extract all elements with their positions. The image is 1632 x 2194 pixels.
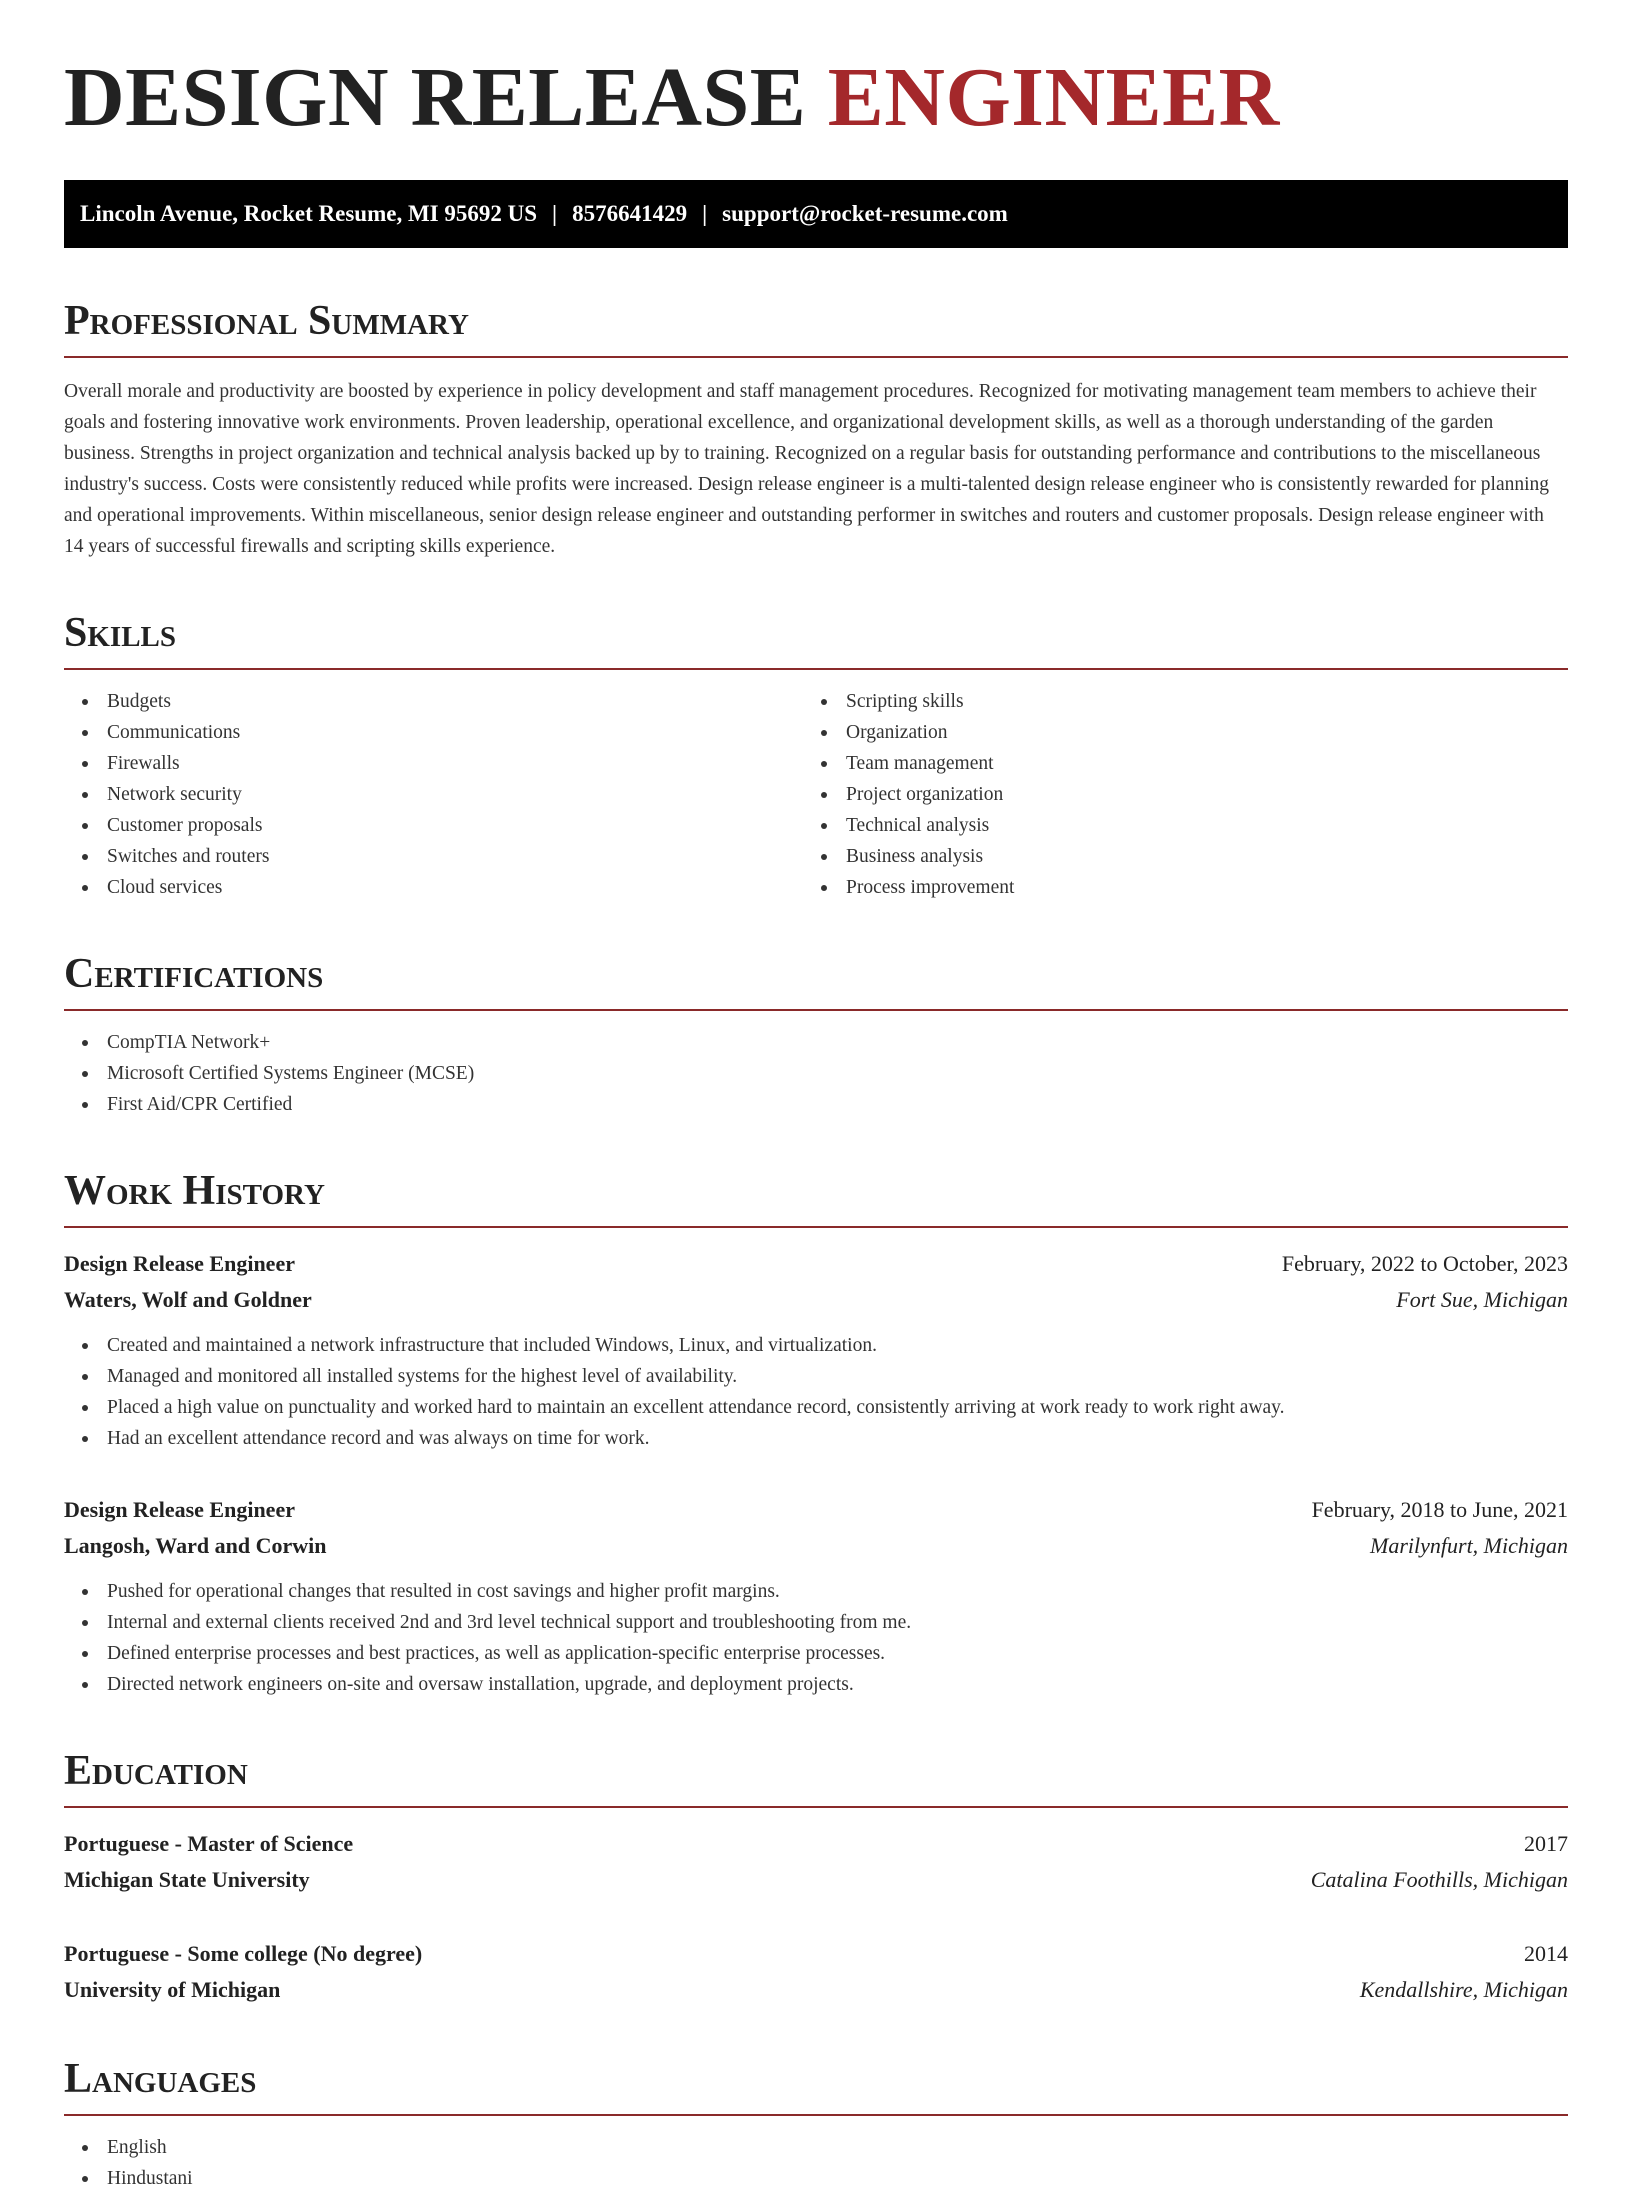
contact-phone: 8576641429 (572, 201, 688, 226)
skills-heading: Skills (64, 612, 1568, 670)
page-title (64, 51, 1568, 144)
job-entry (64, 1492, 1568, 1700)
job-dates: February, 2022 to October, 2023 (1281, 1251, 1568, 1276)
skill-item: Project organization (816, 779, 1568, 810)
education-school-row (64, 1972, 1568, 2008)
education-school: University of Michigan (64, 1977, 281, 2002)
education-degree: Portuguese - Some college (No degree) (64, 1941, 423, 1966)
job-company: Langosh, Ward and Corwin (64, 1533, 327, 1558)
skill-item: Cloud services (64, 872, 816, 903)
job-bullet: Internal and external clients received 2nd and 3rd level technical support and troubleshooting from me. (64, 1607, 1568, 1638)
language-item: English (64, 2132, 1568, 2163)
contact-email: support@rocket-resume.com (722, 201, 1008, 226)
education-school-row (64, 1862, 1568, 1898)
contact-separator: | (552, 201, 558, 226)
education-degree: Portuguese - Master of Science (64, 1831, 354, 1856)
contact-bar (64, 180, 1568, 248)
job-bullets (64, 1330, 1568, 1454)
certifications-list (64, 1027, 1568, 1120)
skills-list-right (816, 686, 1568, 903)
job-bullet: Defined enterprise processes and best practices, as well as application-specific enterprise processes. (64, 1638, 1568, 1669)
skills-column-right (816, 670, 1568, 903)
certification-item: First Aid/CPR Certified (64, 1089, 1568, 1120)
skills-grid (64, 670, 1568, 903)
job-bullet: Pushed for operational changes that resulted in cost savings and higher profit margins. (64, 1576, 1568, 1607)
job-title: Design Release Engineer (64, 1251, 295, 1276)
job-location: Fort Sue, Michigan (1396, 1287, 1568, 1312)
skill-item: Budgets (64, 686, 816, 717)
skills-list-left (64, 686, 816, 903)
job-title-row (64, 1492, 1568, 1528)
skill-item: Network security (64, 779, 816, 810)
certification-item: CompTIA Network+ (64, 1027, 1568, 1058)
education-entry (64, 1936, 1568, 2008)
education-year: 2014 (1524, 1941, 1568, 1966)
contact-separator: | (702, 201, 708, 226)
job-company-row (64, 1528, 1568, 1564)
languages-list (64, 2132, 1568, 2194)
job-location: Marilynfurt, Michigan (1370, 1533, 1568, 1558)
languages-heading: Languages (64, 2058, 1568, 2116)
job-title: Design Release Engineer (64, 1497, 295, 1522)
skill-item: Organization (816, 717, 1568, 748)
certifications-heading: Certifications (64, 953, 1568, 1011)
skill-item: Firewalls (64, 748, 816, 779)
job-company: Waters, Wolf and Goldner (64, 1287, 312, 1312)
summary-heading: Professional Summary (64, 300, 1568, 358)
education-degree-row (64, 1936, 1568, 1972)
job-company-row (64, 1282, 1568, 1318)
education-location: Kendallshire, Michigan (1359, 1977, 1568, 2002)
job-bullet: Had an excellent attendance record and was always on time for work. (64, 1423, 1568, 1454)
summary-text: Overall morale and productivity are boosted by experience in policy development and staff management procedures. Recognized for motivating management team members to achieve their goals and fostering innovative work environments. Proven leadership, operational excellence, and organizational development skills, as well as a thorough understanding of the garden business. Strengths in project organization and technical analysis backed up by to training. Recognized on a regular basis for outstanding performance and contributions to the miscellaneous industry's success. Costs were consistently reduced while profits were increased. Design release engineer is a multi-talented design release engineer who is consistently rewarded for planning and operational improvements. Within miscellaneous, senior design release engineer and outstanding performer in switches and routers and customer proposals. Design release engineer with 14 years of successful firewalls and scripting skills experience. (64, 381, 1550, 557)
contact-address: Lincoln Avenue, Rocket Resume, MI 95692 US (80, 201, 538, 226)
title-part-2: ENGINEER (827, 51, 1280, 144)
language-item: Hindustani (64, 2163, 1568, 2194)
job-bullet: Placed a high value on punctuality and worked hard to maintain an excellent attendance record, consistently arriving at work ready to work right away. (64, 1392, 1568, 1423)
job-entry (64, 1246, 1568, 1454)
job-bullets (64, 1576, 1568, 1700)
education-school: Michigan State University (64, 1867, 310, 1892)
education-degree-row (64, 1826, 1568, 1862)
skill-item: Business analysis (816, 841, 1568, 872)
skill-item: Switches and routers (64, 841, 816, 872)
education-location: Catalina Foothills, Michigan (1310, 1867, 1568, 1892)
certification-item: Microsoft Certified Systems Engineer (MCSE) (64, 1058, 1568, 1089)
skill-item: Technical analysis (816, 810, 1568, 841)
job-title-row (64, 1246, 1568, 1282)
job-bullet: Directed network engineers on-site and oversaw installation, upgrade, and deployment projects. (64, 1669, 1568, 1700)
skill-item: Process improvement (816, 872, 1568, 903)
skill-item: Scripting skills (816, 686, 1568, 717)
job-bullet: Managed and monitored all installed systems for the highest level of availability. (64, 1361, 1568, 1392)
skill-item: Communications (64, 717, 816, 748)
skills-column-left (64, 670, 816, 903)
skill-item: Team management (816, 748, 1568, 779)
work-history-heading: Work History (64, 1170, 1568, 1228)
education-heading: Education (64, 1750, 1568, 1808)
skill-item: Customer proposals (64, 810, 816, 841)
job-bullet: Created and maintained a network infrastructure that included Windows, Linux, and virtualization. (64, 1330, 1568, 1361)
job-dates: February, 2018 to June, 2021 (1311, 1497, 1568, 1522)
education-year: 2017 (1524, 1831, 1568, 1856)
title-part-1: DESIGN RELEASE (64, 51, 828, 144)
education-entry (64, 1826, 1568, 1898)
